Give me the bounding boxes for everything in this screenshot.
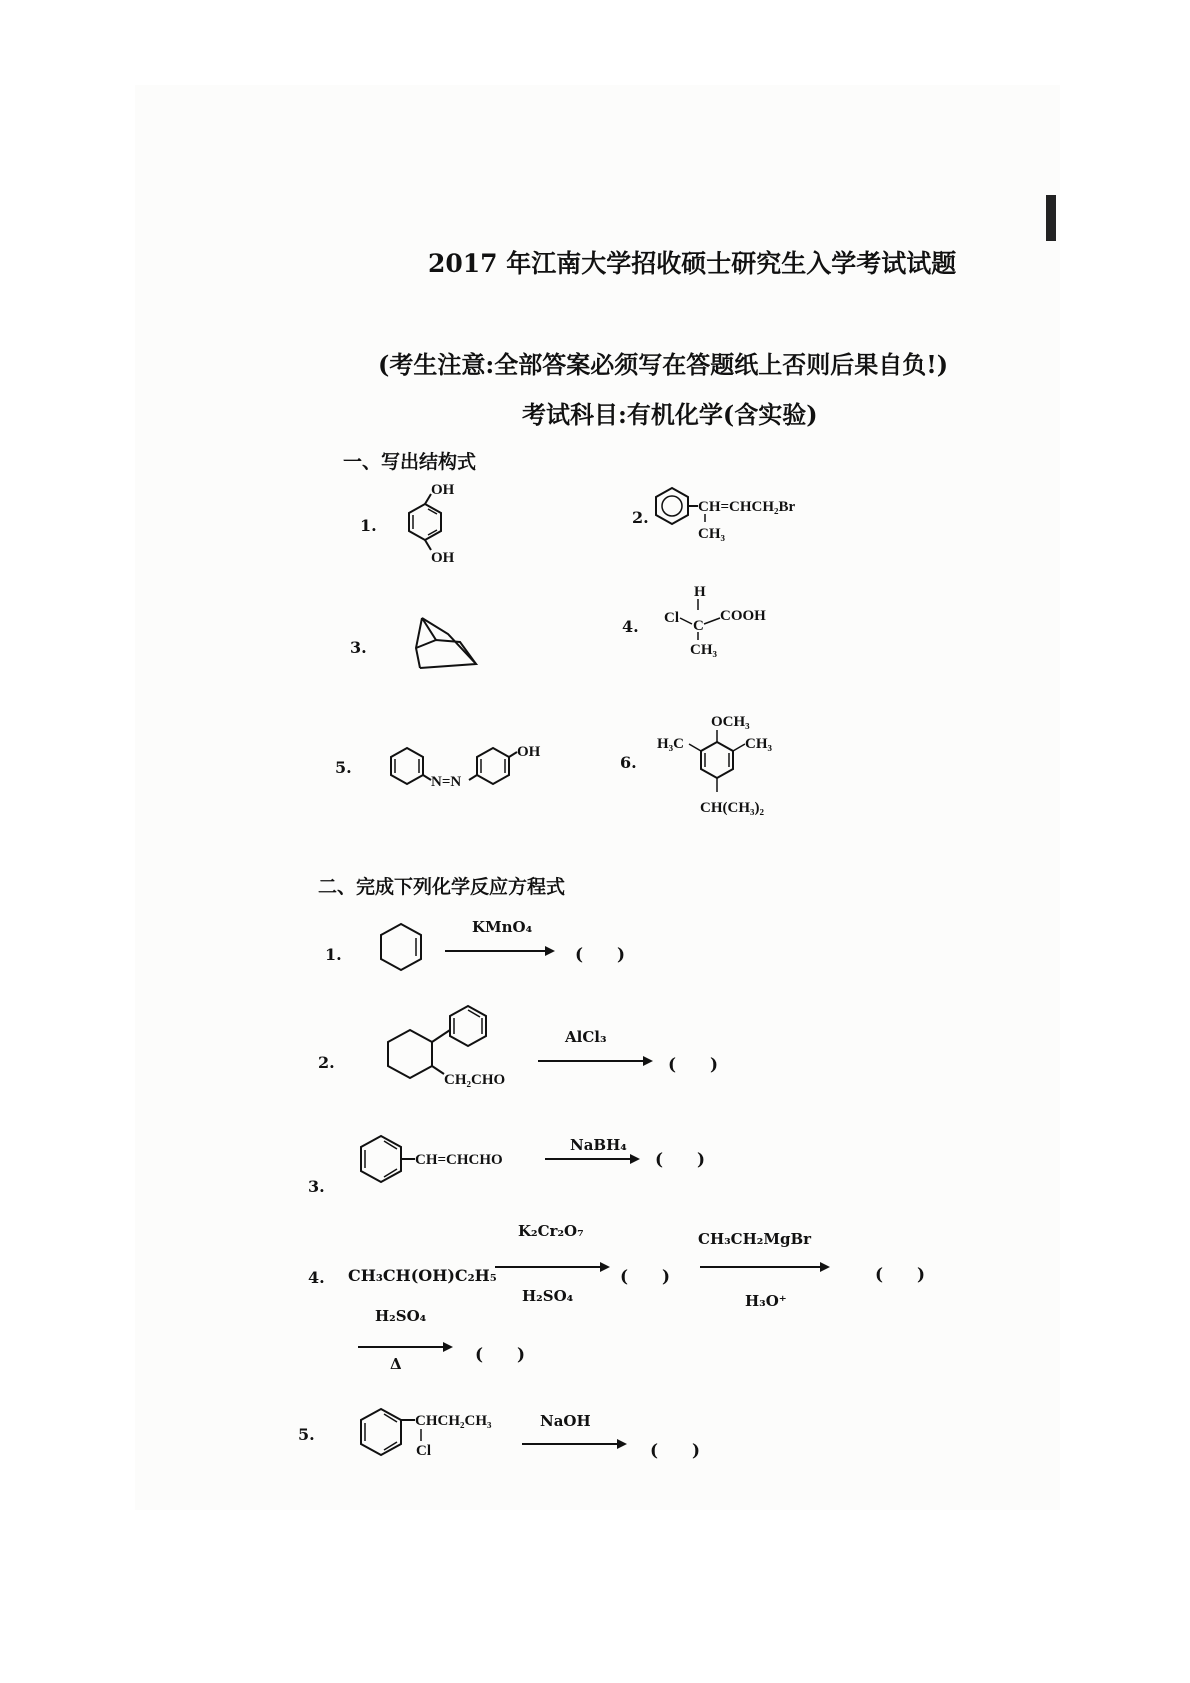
exam-notice: (考生注意:全部答案必须写在答题纸上否则后果自负!) xyxy=(378,350,949,379)
r4-arrow1 xyxy=(495,1260,610,1274)
r3-substrate xyxy=(355,1132,525,1192)
item6-isopropyl-label: CH(CH₃)₂ xyxy=(700,800,764,816)
r2-arrow xyxy=(538,1054,653,1068)
r3-substituent: CH=CHCHO xyxy=(415,1152,503,1168)
r4-arrow2 xyxy=(700,1260,830,1274)
r3-arrow xyxy=(545,1152,640,1166)
exam-paper xyxy=(135,85,1060,1510)
hydroxyl-label-top: OH xyxy=(431,482,455,498)
item6-och3-label: OCH₃ xyxy=(711,714,750,730)
r5-reagent: NaOH xyxy=(540,1412,591,1430)
r4-substrate: CH₃CH(OH)C₂H₅ xyxy=(348,1266,497,1285)
r2-reagent: AlCl₃ xyxy=(565,1028,607,1046)
r4-answer-blank3: ( ) xyxy=(475,1345,526,1365)
r4-reagent3-bottom: Δ xyxy=(390,1355,402,1373)
item2-chain-label: CH=CHCH₂Br xyxy=(698,499,796,515)
s1-item4-structure xyxy=(660,582,780,662)
r2-substrate xyxy=(380,1000,520,1100)
r3-reagent: NaBH₄ xyxy=(570,1136,627,1154)
item4-ch3-label: CH₃ xyxy=(690,642,717,658)
r4-reagent1-top: K₂Cr₂O₇ xyxy=(518,1222,584,1240)
r2-answer-blank: ( ) xyxy=(668,1055,719,1075)
r4-reagent1-bottom: H₂SO₄ xyxy=(522,1287,574,1305)
r5-number: 5. xyxy=(298,1425,315,1444)
r4-arrow3 xyxy=(358,1340,453,1354)
r2-substituent: CH₂CHO xyxy=(444,1072,506,1088)
exam-subject: 考试科目:有机化学(含实验) xyxy=(522,400,818,429)
item4-cooh-label: COOH xyxy=(720,608,766,624)
r5-chloro-label: Cl xyxy=(416,1443,431,1459)
r4-reagent2-bottom: H₃O⁺ xyxy=(745,1292,787,1310)
item6-ch3-label: CH₃ xyxy=(745,736,772,752)
exam-title: 2017 年江南大学招收硕士研究生入学考试试题 xyxy=(428,249,957,278)
azo-oh-label: OH xyxy=(517,744,541,760)
r4-reagent3-top: H₂SO₄ xyxy=(375,1307,427,1325)
r4-reagent2-top: CH₃CH₂MgBr xyxy=(698,1230,812,1248)
r4-answer-blank2: ( ) xyxy=(875,1265,926,1285)
s1-item2-number: 2. xyxy=(632,508,649,527)
item4-c-label: C xyxy=(693,618,704,634)
r3-answer-blank: ( ) xyxy=(655,1150,706,1170)
item4-h-label: H xyxy=(694,584,706,600)
r1-answer-blank: ( ) xyxy=(575,945,626,965)
item2-methyl-label: CH₃ xyxy=(698,526,725,542)
r5-substrate xyxy=(355,1405,515,1485)
azo-link-label: N=N xyxy=(431,774,462,790)
r3-number: 3. xyxy=(308,1177,325,1196)
r1-reagent: KMnO₄ xyxy=(472,918,533,936)
r5-substituent: CHCH₂CH₃ xyxy=(415,1413,492,1429)
item4-cl-label: Cl xyxy=(664,610,679,626)
s1-item1-structure xyxy=(395,482,475,568)
s1-item5-number: 5. xyxy=(335,758,352,777)
section1-heading: 一、写出结构式 xyxy=(343,451,477,473)
s1-item1-number: 1. xyxy=(360,516,377,535)
s1-item5-structure xyxy=(385,738,555,798)
s1-item4-number: 4. xyxy=(622,617,639,636)
s1-item6-structure xyxy=(655,712,795,824)
r4-answer-blank1: ( ) xyxy=(620,1267,671,1287)
r1-number: 1. xyxy=(325,945,342,964)
item6-h3c-label: H₃C xyxy=(657,736,684,752)
r5-answer-blank: ( ) xyxy=(650,1441,701,1461)
section2-heading: 二、完成下列化学反应方程式 xyxy=(318,876,566,898)
r1-arrow xyxy=(445,944,555,958)
s1-item6-number: 6. xyxy=(620,753,637,772)
hydroxyl-label-bottom: OH xyxy=(431,550,455,566)
s1-item3-number: 3. xyxy=(350,638,367,657)
r1-cyclohexene xyxy=(375,920,435,980)
s1-item3-norbornane xyxy=(412,612,484,672)
page-edge-mark xyxy=(1046,195,1056,241)
r2-number: 2. xyxy=(318,1053,335,1072)
s1-item2-structure xyxy=(650,484,820,544)
r5-arrow xyxy=(522,1437,627,1451)
r4-number: 4. xyxy=(308,1268,325,1287)
